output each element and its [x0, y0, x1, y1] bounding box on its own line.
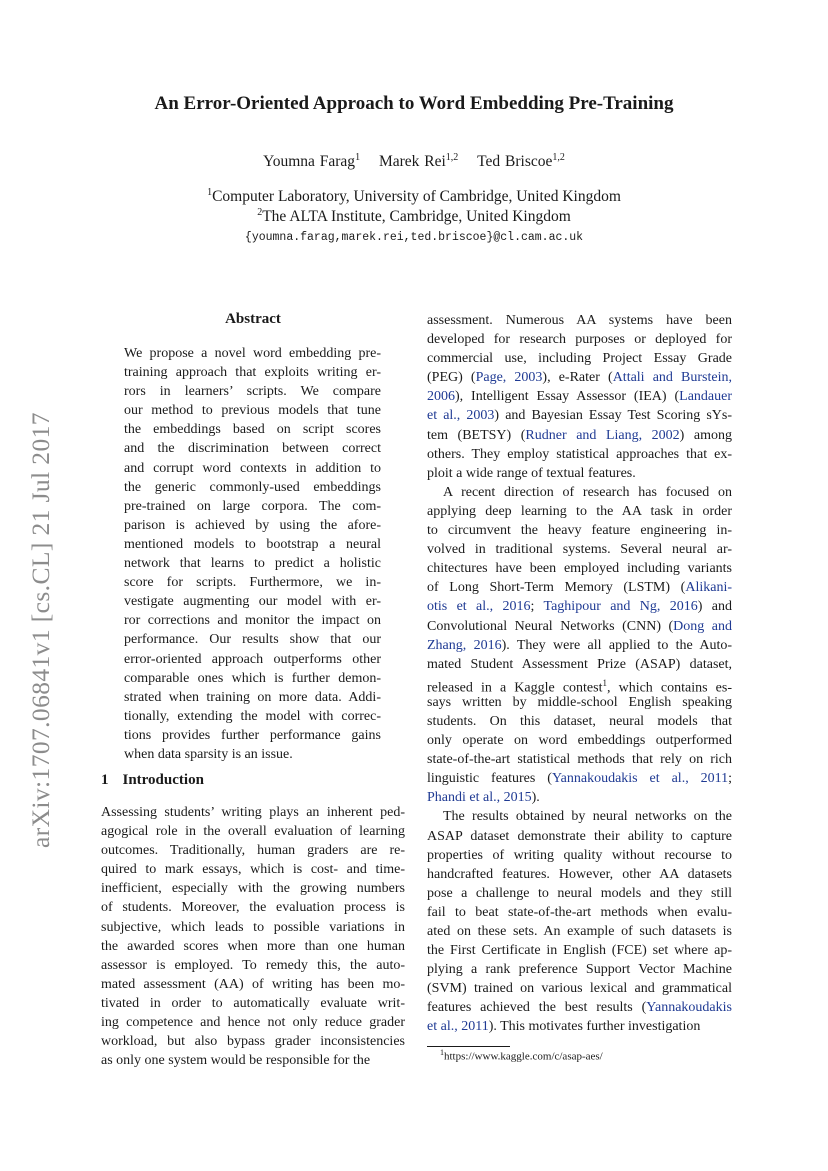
- text-line: Assessing students’ writing plays an inherent ped-: [101, 805, 405, 820]
- citation-link[interactable]: et al., 2011: [427, 1019, 489, 1035]
- text-span: chitectures have been employed including variants: [427, 561, 732, 577]
- text-line: tionally, extending the model with correc-: [124, 708, 381, 724]
- text-span: ASAP dataset demonstrate their ability to capture: [427, 828, 732, 844]
- text-line: [427, 941, 732, 960]
- text-line: parison is achieved by using the afore-: [124, 517, 381, 533]
- text-line: [427, 483, 732, 502]
- text-span: Convolutional Neural Networks (CNN) (: [427, 618, 674, 634]
- text-line: [427, 731, 732, 750]
- text-span: ). They were all applied to the Auto-: [501, 637, 733, 653]
- text-line: [427, 960, 732, 979]
- citation-link[interactable]: Page, 2003: [475, 370, 543, 386]
- author-name: Ted Briscoe$^{1,2}$: [477, 152, 565, 171]
- citation-link[interactable]: Landauer: [679, 389, 732, 405]
- text-line: [427, 979, 732, 998]
- citation-link[interactable]: et al., 2003: [427, 408, 495, 424]
- text-span: commercial use, including Project Essay Grade: [427, 351, 732, 367]
- text-line: [427, 330, 732, 349]
- text-line: [427, 922, 732, 941]
- citation-link[interactable]: Attali and Burstein,: [612, 370, 732, 386]
- text-span: students. On this dataset, neural models that: [427, 713, 732, 729]
- text-line: [427, 426, 732, 445]
- text-line: [427, 712, 732, 731]
- text-line: tivated in order to automatically evaluate writ-: [101, 995, 405, 1011]
- text-line: and corrupt word contexts in addition to: [124, 460, 381, 476]
- text-line: mentioned models to bootstrap a neural: [124, 536, 381, 552]
- text-line: [427, 674, 732, 696]
- text-line: [427, 1017, 732, 1036]
- text-line: [427, 655, 732, 674]
- text-line: agogical role in the overall evaluation of learning: [101, 824, 405, 840]
- text-line: [427, 750, 732, 769]
- citation-link[interactable]: Yannakoudakis et al., 2011: [551, 771, 729, 787]
- text-span: fail to beat state-of-the-art methods when evalu-: [427, 904, 732, 920]
- text-line: error-oriented approach outperforms other: [124, 651, 381, 667]
- citation-link[interactable]: Phandi et al., 2015: [427, 790, 532, 806]
- text-line: [427, 769, 732, 788]
- text-line: quired to mark essays, which is cost- and time-: [101, 862, 405, 878]
- citation-link[interactable]: otis et al., 2016: [427, 599, 531, 615]
- text-line: outcomes. Traditionally, human graders are re-: [101, 843, 405, 859]
- text-line: [427, 693, 732, 712]
- text-line: training approach that exploits writing er-: [124, 365, 381, 381]
- text-line: when data sparsity is an issue.: [124, 746, 293, 762]
- text-line: [427, 998, 732, 1017]
- text-span: developed for research purposes or deployed for: [427, 332, 732, 348]
- footnote: $^1$https://www.kaggle.com/c/asap-aes/: [440, 1048, 603, 1063]
- text-span: , which contains es-: [606, 680, 732, 696]
- text-span: only operate on word embeddings outperformed: [427, 733, 732, 749]
- text-line: [427, 311, 732, 330]
- affiliation-2: $^2$The ALTA Institute, Cambridge, United Kingdom: [257, 207, 571, 226]
- text-line: We propose a novel word embedding pre-: [124, 346, 381, 361]
- text-line: [427, 636, 732, 655]
- citation-link[interactable]: Zhang, 2016: [427, 637, 502, 653]
- abstract-text: [124, 344, 381, 764]
- text-span: features achieved the best results (: [427, 1000, 647, 1016]
- text-line: as only one system would be responsible for the: [101, 1053, 371, 1069]
- citation-link[interactable]: Taghipour and Ng, 2016: [543, 599, 698, 615]
- author-list: [0, 152, 828, 171]
- text-span: assessment. Numerous AA systems have been: [427, 313, 732, 328]
- text-span: ated on these sets. An example of such datasets is: [427, 924, 732, 939]
- text-line: [427, 349, 732, 368]
- citation-link[interactable]: Yannakoudakis: [646, 1000, 732, 1016]
- text-span: ). This motivates further investigation: [488, 1019, 701, 1035]
- text-span: plying a rank preference Support Vector Machine: [427, 962, 732, 978]
- text-line: and the discrimination between correct: [124, 441, 381, 457]
- text-line: of students. Moreover, the evaluation process is: [101, 900, 405, 916]
- text-span: handcrafted features. However, other AA datasets: [427, 866, 732, 882]
- text-span: the First Certificate in English (FCE) set where ap-: [427, 943, 732, 959]
- text-line: [427, 788, 732, 807]
- text-line: the awarded scores when more than one human: [101, 938, 405, 954]
- text-span: properties of writing quality without recourse to: [427, 847, 732, 863]
- text-span: ).: [531, 790, 540, 806]
- text-line: comparable ones which is further demon-: [124, 670, 381, 686]
- text-line: ror corrections and monitor the impact on: [124, 613, 381, 629]
- arxiv-identifier-stamp: arXiv:1707.06841v1 [cs.CL] 21 Jul 2017: [26, 412, 55, 848]
- introduction-text: [101, 803, 405, 1070]
- text-span: ) and Bayesian Essay Test Scoring sYs-: [494, 408, 732, 424]
- text-line: mated assessment (AA) of writing has been mo-: [101, 976, 405, 992]
- text-line: [427, 903, 732, 922]
- text-line: [427, 597, 732, 616]
- citation-link[interactable]: Rudner and Liang, 2002: [525, 427, 680, 443]
- text-line: [427, 827, 732, 846]
- text-span: ;: [728, 771, 732, 787]
- footnote-marker[interactable]: 1: [602, 677, 607, 688]
- text-span: (PEG) (: [427, 370, 476, 386]
- text-span: ) among: [679, 427, 732, 443]
- footnote-divider: [427, 1046, 510, 1047]
- text-span: volved in traditional systems. Several neural ar-: [427, 542, 732, 558]
- text-line: network that learns to predict a holistic: [124, 556, 381, 572]
- text-line: [427, 445, 732, 464]
- text-line: [427, 387, 732, 406]
- text-line: [427, 617, 732, 636]
- text-line: [427, 884, 732, 903]
- text-line: [427, 846, 732, 865]
- text-line: [427, 540, 732, 559]
- text-line: tions provides further performance gains: [124, 727, 381, 743]
- text-span: pose a challenge to neural models and they still: [427, 885, 732, 901]
- section-title: Introduction: [122, 772, 204, 788]
- section-heading-introduction: [101, 772, 204, 789]
- text-line: assessor is employed. To remedy this, the auto-: [101, 957, 405, 973]
- text-line: [427, 865, 732, 884]
- author-name: Youmna Farag$^1$: [263, 152, 361, 171]
- text-span: A recent direction of research has focused on: [443, 484, 732, 500]
- text-line: subjective, which leads to possible variations in: [101, 919, 405, 935]
- text-span: applying deep learning to the AA task in order: [427, 503, 732, 519]
- text-line: rors in learners’ scripts. We compare: [124, 384, 381, 400]
- citation-link[interactable]: Alikani-: [685, 580, 732, 596]
- text-span: of Long Short-Term Memory (LSTM) (: [427, 580, 686, 596]
- text-span: ;: [530, 599, 544, 615]
- text-span: released in a Kaggle contest: [427, 680, 603, 696]
- text-line: our method to previous models that tune: [124, 403, 381, 419]
- text-span: linguistic features (: [427, 771, 552, 787]
- text-line: workload, but also bypass grader inconsistencies: [101, 1034, 405, 1050]
- text-line: [427, 559, 732, 578]
- text-line: [427, 464, 732, 483]
- text-span: state-of-the-art statistical methods that rely on rich: [427, 752, 732, 768]
- text-span: ), Intelligent Essay Assessor (IEA) (: [455, 389, 680, 405]
- text-line: [427, 578, 732, 597]
- text-line: vestigate augmenting our model with er-: [124, 594, 381, 610]
- text-line: [427, 521, 732, 540]
- text-span: ploit a wide range of textual features.: [427, 465, 636, 481]
- text-line: [427, 406, 732, 425]
- section-number: 1: [101, 772, 109, 788]
- text-line: the generic commonly-used embeddings: [124, 479, 381, 495]
- text-line: [427, 807, 732, 826]
- text-line: [427, 502, 732, 521]
- paper-title: An Error-Oriented Approach to Word Embedding Pre-Training: [154, 93, 674, 114]
- text-span: mated Student Assessment Prize (ASAP) dataset,: [427, 656, 732, 672]
- text-line: ing competence and hence not only reduce grader: [101, 1015, 405, 1031]
- affiliation-1: $^1$Computer Laboratory, University of Cambridge, United Kingdom: [207, 187, 621, 206]
- text-span: others. They employ statistical approaches that ex-: [427, 446, 732, 462]
- text-line: [427, 368, 732, 387]
- text-line: inefficient, especially with the growing numbers: [101, 881, 405, 897]
- abstract-heading: Abstract: [225, 311, 281, 327]
- citation-link[interactable]: 2006: [427, 389, 455, 405]
- text-line: score for scripts. Furthermore, we in-: [124, 575, 381, 591]
- citation-link[interactable]: Dong and: [673, 618, 732, 634]
- text-span: ) and: [697, 599, 732, 615]
- right-column-text: [427, 311, 732, 1037]
- author-name: Marek Rei$^{1,2}$: [378, 152, 459, 171]
- text-line: performance. Our results show that our: [124, 632, 381, 648]
- author-emails: {youmna.farag,marek.rei,ted.briscoe}@cl.cam.ac.uk: [244, 231, 584, 244]
- text-span: ), e-Rater (: [542, 370, 613, 386]
- text-span: says written by middle-school English speaking: [427, 694, 732, 710]
- text-line: strated when training on more data. Addi-: [124, 689, 381, 705]
- text-span: The results obtained by neural networks on the: [443, 809, 732, 825]
- text-line: the embeddings based on script scores: [124, 422, 381, 438]
- text-span: tem (BETSY) (: [427, 427, 526, 443]
- text-line: pre-trained on large corpora. The com-: [124, 498, 381, 514]
- text-span: (SVM) trained on various lexical and grammatical: [427, 981, 732, 997]
- text-span: to circumvent the heavy feature engineering in-: [427, 523, 732, 539]
